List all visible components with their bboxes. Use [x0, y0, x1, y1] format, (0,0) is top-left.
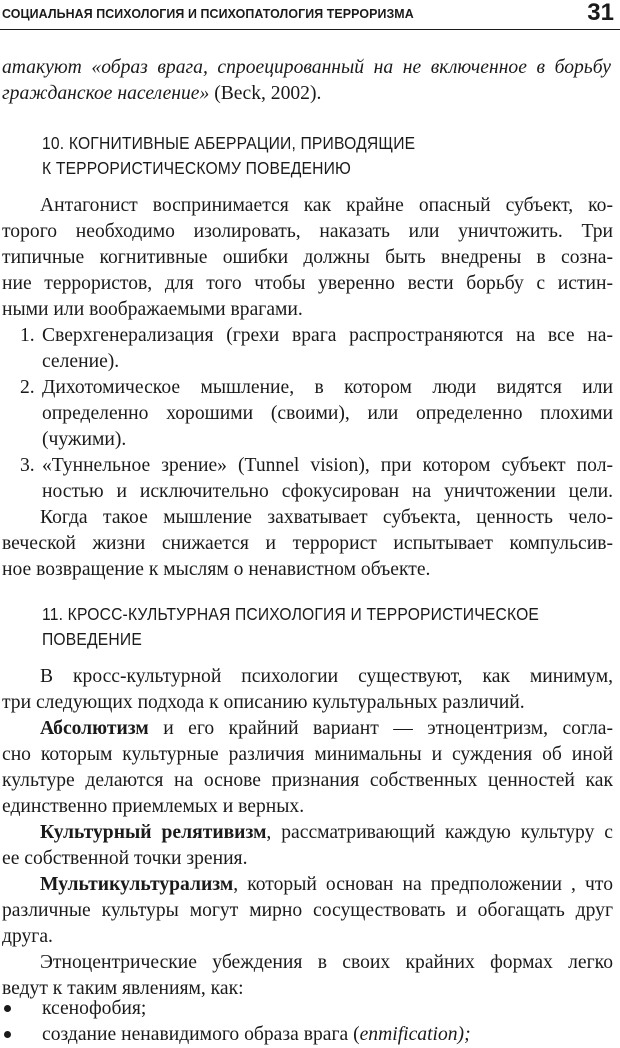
- text-line: [40, 872, 613, 898]
- text-line: друга.: [2, 926, 53, 947]
- quote-text: гражданское население»: [2, 83, 210, 104]
- text-line: [40, 716, 613, 742]
- list-item-line: определенно хорошими (своими), или определенно плохими: [42, 403, 613, 424]
- text-line: ведут к таким явлениям, как:: [2, 978, 244, 999]
- running-head: [0, 0, 620, 30]
- text-line: ее собственной точки зрения.: [2, 848, 248, 869]
- text-line: веческой жизни снижается и террорист испытывает компульсив-: [2, 533, 613, 554]
- text-line: ными или воображаемыми врагами.: [2, 299, 303, 320]
- text-span: создание ненавидимого образа врага (: [42, 1024, 360, 1045]
- section-10-heading: 10. КОГНИТИВНЫЕ АБЕРРАЦИИ, ПРИВОДЯЩИЕ: [42, 133, 416, 153]
- header-rule: [0, 29, 620, 30]
- text-line: Когда такое мышление захватывает субъекта, ценность чело-: [40, 507, 613, 528]
- citation: (Beck, 2002).: [209, 83, 322, 104]
- list-number: 1.: [20, 325, 35, 346]
- list-item-line: селение).: [42, 351, 120, 372]
- text-span: , рассматривающий каждую культуру с: [266, 822, 613, 843]
- list-item-line: Сверхгенерализация (грехи врага распространяются на все на-: [42, 325, 613, 346]
- text-line: торого необходимо изолировать, наказать или уничтожить. Три: [2, 221, 613, 242]
- text-line: ное возвращение к мыслям о ненавистном объекте.: [2, 559, 431, 580]
- page-number: 31: [587, 0, 614, 26]
- text-line: культуре делаются на основе признания собственных ценностей как: [2, 770, 613, 791]
- text-line: три следующих подхода к описанию культуральных различий.: [2, 692, 525, 713]
- bullet-icon: [4, 1005, 11, 1012]
- section-11-heading-cont: ПОВЕДЕНИЕ: [42, 629, 142, 649]
- text-line: [2, 81, 321, 107]
- list-item-line: ностью и исключительно сфокусирован на уничтожении цели.: [42, 481, 613, 502]
- text-line: сно которым культурные различия минимальны и суждения об иной: [2, 744, 613, 765]
- text-line: атакуют «образ врага, спроецированный на не включенное в борьбу: [2, 57, 611, 78]
- text-span: и его крайний вариант — этноцентризм, согла-: [148, 718, 613, 739]
- term-absolutism: Абсолютизм: [40, 718, 149, 739]
- running-title: СОЦИАЛЬНАЯ ПСИХОЛОГИЯ И ПСИХОПАТОЛОГИЯ ТЕРРОРИЗМА: [2, 6, 414, 21]
- section-10-heading-cont: К ТЕРРОРИСТИЧЕСКОМУ ПОВЕДЕНИЮ: [42, 158, 352, 178]
- text-line: В кросс-культурной психологии существуют, как минимум,: [40, 666, 613, 687]
- list-number: 3.: [20, 455, 35, 476]
- text-line: типичные когнитивные ошибки должны быть внедрены в созна-: [2, 247, 613, 268]
- term-relativism: Культурный релятивизм: [40, 822, 267, 843]
- bullet-item: ксенофобия;: [42, 998, 147, 1019]
- list-item-line: Дихотомическое мышление, в котором люди видятся или: [42, 377, 613, 398]
- italic-term: enmification);: [359, 1024, 471, 1045]
- text-line: Этноцентрические убеждения в своих крайних формах легко: [40, 952, 613, 973]
- list-item-line: «Туннельное зрение» (Tunnel vision), при котором субъект пол-: [42, 455, 613, 476]
- text-span: , который основан на предположении , что: [233, 874, 613, 895]
- text-line: [40, 820, 613, 846]
- list-item-line: (чужими).: [42, 429, 127, 450]
- text-line: ние террористов, для того чтобы уверенно вести борьбу с истин-: [2, 273, 613, 294]
- bullet-icon: [4, 1031, 11, 1038]
- text-line: Антагонист воспринимается как крайне опасный субъект, ко-: [40, 195, 613, 216]
- term-multiculturalism: Мультикультурализм: [40, 874, 234, 895]
- text-line: единственно приемлемых и верных.: [2, 796, 305, 817]
- section-11-heading: 11. КРОСС-КУЛЬТУРНАЯ ПСИХОЛОГИЯ И ТЕРРОРИСТИЧЕСКОЕ: [42, 604, 540, 624]
- list-number: 2.: [20, 377, 35, 398]
- text-line: различные культуры могут мирно сосуществовать и обогащать друг: [2, 900, 613, 921]
